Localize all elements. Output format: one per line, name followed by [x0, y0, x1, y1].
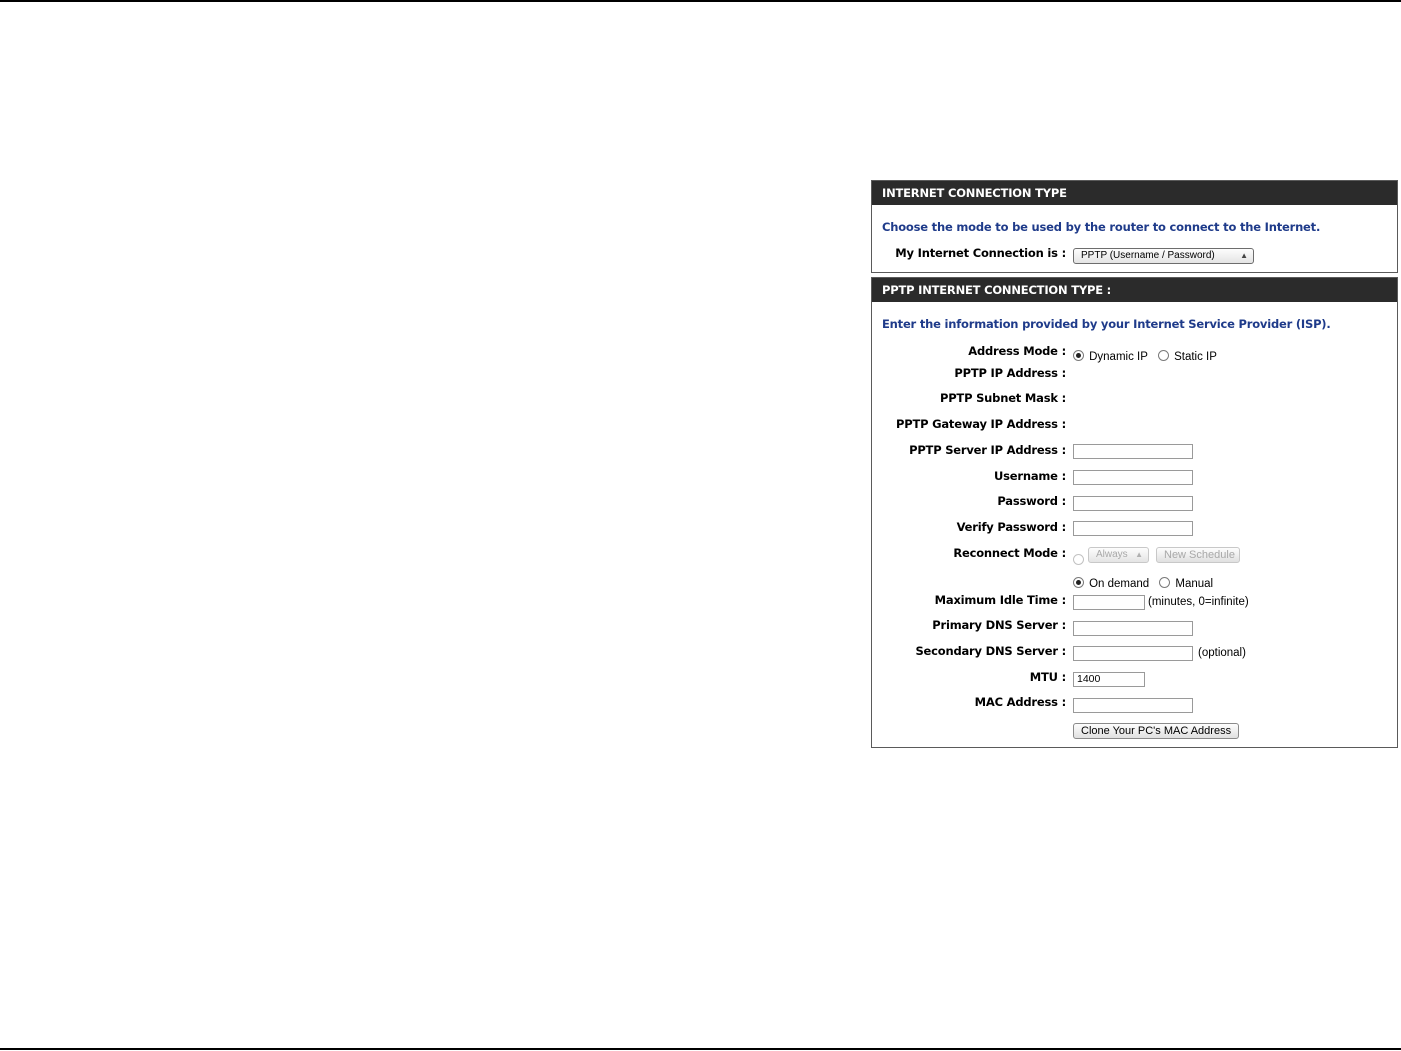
- select-arrows-icon: ▲: [1135, 550, 1143, 559]
- clone-mac-button[interactable]: Clone Your PC's MAC Address: [1073, 723, 1239, 739]
- verify-password-input[interactable]: [1073, 521, 1193, 536]
- pptp-connection-panel: [871, 277, 1398, 748]
- dynamic-ip-radio[interactable]: [1073, 350, 1084, 361]
- secondary-dns-label: Secondary DNS Server :: [915, 644, 1066, 658]
- max-idle-time-input[interactable]: [1073, 595, 1145, 610]
- pptp-gateway-label: PPTP Gateway IP Address :: [896, 417, 1066, 431]
- username-label: Username :: [994, 469, 1066, 483]
- connection-type-intro: Choose the mode to be used by the router to connect to the Internet.: [882, 220, 1321, 234]
- dynamic-ip-label: Dynamic IP: [1089, 351, 1148, 363]
- schedule-radio[interactable]: [1073, 554, 1084, 565]
- max-idle-time-label: Maximum Idle Time :: [934, 593, 1066, 607]
- schedule-selected: Always: [1096, 549, 1128, 560]
- page-bottom-rule: [0, 1048, 1401, 1050]
- password-label: Password :: [997, 494, 1066, 508]
- max-idle-time-note: (minutes, 0=infinite): [1148, 596, 1249, 608]
- mtu-input[interactable]: 1400: [1073, 672, 1145, 687]
- verify-password-label: Verify Password :: [956, 520, 1066, 534]
- secondary-dns-note: (optional): [1198, 647, 1246, 659]
- pptp-server-ip-input[interactable]: [1073, 444, 1193, 459]
- reconnect-mode-group: [1073, 572, 1218, 591]
- pptp-server-ip-label: PPTP Server IP Address :: [909, 443, 1066, 457]
- internet-connection-type-header: INTERNET CONNECTION TYPE: [872, 181, 1397, 205]
- address-mode-label: Address Mode :: [968, 344, 1066, 358]
- mac-address-input[interactable]: [1073, 698, 1193, 713]
- new-schedule-button[interactable]: New Schedule: [1156, 547, 1240, 563]
- primary-dns-label: Primary DNS Server :: [932, 618, 1066, 632]
- pptp-ip-address-label: PPTP IP Address :: [954, 366, 1066, 380]
- select-arrows-icon: ▲: [1240, 251, 1248, 260]
- on-demand-label: On demand: [1089, 578, 1150, 590]
- on-demand-radio[interactable]: [1073, 577, 1084, 588]
- static-ip-radio[interactable]: [1158, 350, 1169, 361]
- static-ip-label: Static IP: [1174, 351, 1217, 363]
- page-top-rule: [0, 0, 1401, 2]
- pptp-subnet-mask-label: PPTP Subnet Mask :: [939, 391, 1066, 405]
- secondary-dns-input[interactable]: [1073, 646, 1193, 661]
- connection-type-select[interactable]: [1073, 248, 1254, 264]
- internet-connection-type-panel: [871, 180, 1398, 273]
- address-mode-group: [1073, 345, 1222, 364]
- pptp-intro: Enter the information provided by your Internet Service Provider (ISP).: [882, 317, 1331, 331]
- manual-radio[interactable]: [1159, 577, 1170, 588]
- username-input[interactable]: [1073, 470, 1193, 485]
- manual-label: Manual: [1175, 578, 1214, 590]
- mac-address-label: MAC Address :: [974, 695, 1066, 709]
- schedule-radio-wrap: [1073, 549, 1084, 568]
- mtu-label: MTU :: [1029, 670, 1066, 684]
- primary-dns-input[interactable]: [1073, 621, 1193, 636]
- pptp-header: PPTP INTERNET CONNECTION TYPE :: [872, 278, 1397, 302]
- schedule-select[interactable]: [1088, 547, 1149, 563]
- connection-type-selected: PPTP (Username / Password): [1081, 250, 1215, 261]
- reconnect-mode-label: Reconnect Mode :: [953, 546, 1066, 560]
- password-input[interactable]: [1073, 496, 1193, 511]
- connection-type-label: My Internet Connection is :: [895, 246, 1066, 260]
